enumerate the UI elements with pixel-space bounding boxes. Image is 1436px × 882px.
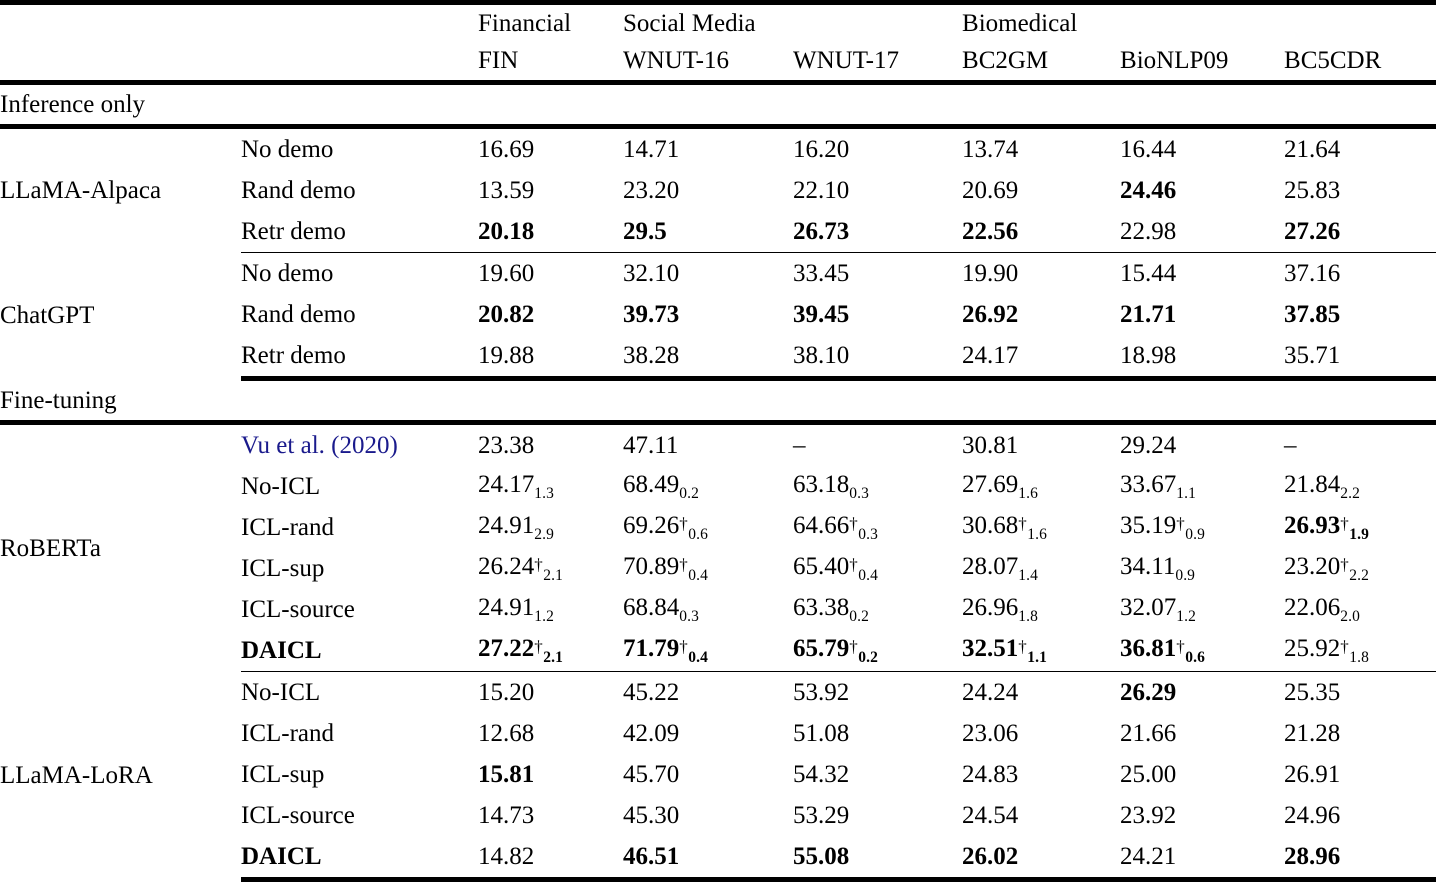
header-dataset-row (0, 41, 1436, 83)
value-text: 38.10 (793, 342, 850, 369)
value-text: 35.71 (1284, 342, 1341, 369)
value-text: 27.26 (1284, 218, 1341, 245)
cell-value (1284, 713, 1436, 754)
value-text: 13.74 (962, 136, 1019, 163)
value-text: 23.06 (962, 720, 1019, 747)
cell-value (1284, 170, 1436, 211)
value-text: 23.38 (478, 432, 535, 459)
value-stddev: 2.2 (1349, 566, 1369, 584)
value-text: 27.22 † $_{2.1}$ (478, 634, 563, 666)
value-text: 35.19 † $_{0.9}$ (1120, 511, 1205, 543)
cell-value (962, 754, 1120, 795)
value-text: $24.91_{2.9}$ (478, 511, 554, 543)
cell-value (623, 127, 793, 171)
value-text: 25.83 (1284, 177, 1341, 204)
value-text: 26.02 (962, 843, 1019, 870)
section-banner-inference-only: Inference only (0, 83, 1436, 127)
value-text: 37.16 (1284, 260, 1341, 287)
value-text: 19.90 (962, 260, 1019, 287)
cell-value (962, 211, 1120, 253)
value-text: 15.81 (478, 761, 535, 788)
value-stddev: 0.4 (688, 566, 708, 584)
cell-value (1120, 170, 1284, 211)
row-method-label: No demo (241, 136, 334, 163)
value-text: 24.21 (1120, 843, 1177, 870)
value-text: 42.09 (623, 720, 680, 747)
header-dataset-bc2gm: BC2GM (962, 41, 1120, 83)
header-dataset-bc5cdr: BC5CDR (1284, 41, 1436, 83)
value-text: 16.69 (478, 136, 535, 163)
cell-value (793, 294, 962, 335)
table-row (0, 253, 1436, 295)
value-text: 26.29 (1120, 679, 1177, 706)
header-dataset-bionlp09: BioNLP09 (1120, 41, 1284, 83)
cell-value (962, 507, 1120, 548)
cell-value (1284, 754, 1436, 795)
value-text: 23.20 † $_{2.2}$ (1284, 552, 1369, 584)
value-text: 30.81 (962, 432, 1019, 459)
row-model-label: LLaMA-LoRA (0, 762, 153, 789)
value-stddev: 0.2 (849, 607, 869, 625)
value-text: 22.10 (793, 177, 850, 204)
value-text: 71.79 † $_{0.4}$ (623, 634, 708, 666)
value-text: 55.08 (793, 843, 850, 870)
value-text: 32.51 † $_{1.1}$ (962, 634, 1047, 666)
cell-value (962, 423, 1120, 467)
cell-value (623, 795, 793, 836)
cell-value (1120, 294, 1284, 335)
cell-value (1120, 836, 1284, 880)
value-text: 14.73 (478, 802, 535, 829)
row-method-label: No-ICL (241, 679, 321, 706)
cell-value (478, 294, 623, 335)
value-text: 45.30 (623, 802, 680, 829)
value-text: 70.89 † $_{0.4}$ (623, 552, 708, 584)
row-method-label (241, 836, 478, 880)
cell-value (1284, 589, 1436, 630)
cell-value (962, 127, 1120, 171)
value-stddev: 1.1 (1176, 484, 1196, 502)
header-group-biomedical: Biomedical (962, 3, 1436, 42)
value-text: 26.93 † $_{1.9}$ (1284, 511, 1369, 543)
header-blank-model-2 (0, 41, 241, 83)
cell-value (793, 170, 962, 211)
value-text: $68.84_{0.3}$ (623, 593, 699, 625)
cell-value (623, 754, 793, 795)
value-text: $26.96_{1.8}$ (962, 593, 1038, 625)
value-text: 69.26 † $_{0.6}$ (623, 511, 708, 543)
cell-value (478, 836, 623, 880)
cell-value (478, 466, 623, 507)
header-group-financial: Financial (478, 3, 623, 42)
row-model-label: ChatGPT (0, 302, 95, 329)
value-stddev: 2.2 (1340, 484, 1360, 502)
cell-value (1120, 589, 1284, 630)
value-text: 65.79 † $_{0.2}$ (793, 634, 878, 666)
value-text: 54.32 (793, 761, 850, 788)
value-text: $32.07_{1.2}$ (1120, 593, 1196, 625)
value-stddev: 2.1 (543, 566, 563, 584)
cell-value (793, 466, 962, 507)
cell-value (1120, 630, 1284, 672)
row-method-label: ICL-sup (241, 761, 325, 788)
cell-value (623, 335, 793, 379)
cell-value (623, 589, 793, 630)
value-text: 13.59 (478, 177, 535, 204)
cell-value (623, 630, 793, 672)
cell-value (962, 466, 1120, 507)
value-text: 24.46 (1120, 177, 1177, 204)
cell-value (623, 507, 793, 548)
cell-value (478, 211, 623, 253)
cell-value (1120, 423, 1284, 467)
row-method-label (241, 423, 478, 467)
value-stddev: 2.9 (534, 525, 554, 543)
value-text: 19.88 (478, 342, 535, 369)
cell-value (793, 127, 962, 171)
value-text: 37.85 (1284, 301, 1341, 328)
row-method-label: ICL-rand (241, 720, 335, 747)
cell-value (478, 507, 623, 548)
results-table-body (0, 3, 1436, 880)
cell-value (962, 630, 1120, 672)
cell-value (962, 836, 1120, 880)
value-text: 45.70 (623, 761, 680, 788)
cell-value (478, 754, 623, 795)
value-stddev: 1.6 (1018, 484, 1038, 502)
value-stddev: 2.1 (543, 648, 563, 666)
cell-value (623, 294, 793, 335)
value-stddev: 1.8 (1349, 648, 1369, 666)
header-dataset-wnut16: WNUT-16 (623, 41, 793, 83)
value-text: 45.22 (623, 679, 680, 706)
cell-value (793, 335, 962, 379)
row-method-label (241, 630, 478, 672)
value-stddev: 1.1 (1027, 648, 1047, 666)
value-text: 53.92 (793, 679, 850, 706)
value-text: 65.40 † $_{0.4}$ (793, 552, 878, 584)
cell-value (793, 630, 962, 672)
value-text: 64.66 † $_{0.3}$ (793, 511, 878, 543)
cell-value (1284, 672, 1436, 714)
value-text: 21.66 (1120, 720, 1177, 747)
cell-value (793, 589, 962, 630)
value-stddev: 0.3 (679, 607, 699, 625)
row-method-label: Retr demo (241, 335, 478, 379)
value-text: $63.38_{0.2}$ (793, 593, 869, 625)
method-name-bold: DAICL (241, 843, 322, 870)
value-stddev: 1.4 (1018, 566, 1038, 584)
value-text: 29.24 (1120, 432, 1177, 459)
value-stddev: 0.9 (1175, 566, 1196, 584)
value-text: 14.71 (623, 136, 680, 163)
value-text: $68.49_{0.2}$ (623, 470, 699, 502)
value-text: – (793, 432, 806, 459)
cell-value (793, 548, 962, 589)
cell-value (478, 589, 623, 630)
value-stddev: 0.3 (858, 525, 878, 543)
cell-value (478, 672, 623, 714)
cell-value (793, 754, 962, 795)
value-text: $28.07_{1.4}$ (962, 552, 1038, 584)
row-method-label: ICL-source (241, 802, 355, 829)
value-text: 19.60 (478, 260, 535, 287)
value-stddev: 1.2 (534, 607, 554, 625)
method-name-bold: DAICL (241, 637, 322, 664)
value-stddev: 0.6 (1185, 648, 1205, 666)
value-text: $21.84_{2.2}$ (1284, 470, 1360, 502)
cell-value (623, 253, 793, 295)
value-text: 39.73 (623, 301, 680, 328)
cell-value (1284, 507, 1436, 548)
cell-value (793, 507, 962, 548)
section-banner-row (0, 83, 1436, 127)
cell-value (1120, 466, 1284, 507)
cell-value (1284, 423, 1436, 467)
value-text: 30.68 † $_{1.6}$ (962, 511, 1047, 543)
row-method-label: Retr demo (241, 211, 478, 253)
row-method-label: ICL-source (241, 596, 355, 623)
table-row (0, 127, 1436, 171)
value-stddev: 1.6 (1027, 525, 1047, 543)
value-text: 26.73 (793, 218, 850, 245)
value-text: 39.45 (793, 301, 850, 328)
value-text: $34.11_{0.9}$ (1120, 552, 1196, 584)
value-stddev: 0.4 (688, 648, 708, 666)
header-group-social-media: Social Media (623, 3, 962, 42)
value-text: 36.81 † $_{0.6}$ (1120, 634, 1205, 666)
value-text: 24.96 (1284, 802, 1341, 829)
cell-value (478, 548, 623, 589)
value-stddev: 1.2 (1176, 607, 1196, 625)
value-text: 23.92 (1120, 802, 1177, 829)
row-method-label: No demo (241, 260, 334, 287)
value-stddev: 1.9 (1349, 525, 1369, 543)
value-text: 16.20 (793, 136, 850, 163)
cell-value (478, 127, 623, 171)
value-stddev: 0.2 (858, 648, 878, 666)
cell-value (962, 713, 1120, 754)
cell-value (1284, 466, 1436, 507)
header-blank-model (0, 3, 241, 42)
value-text: 32.10 (623, 260, 680, 287)
value-text: 22.56 (962, 218, 1019, 245)
value-text: 23.20 (623, 177, 680, 204)
value-text: 28.96 (1284, 843, 1341, 870)
cell-value (793, 713, 962, 754)
value-text: – (1284, 432, 1297, 459)
cell-value (962, 589, 1120, 630)
value-stddev: 0.6 (688, 525, 708, 543)
value-text: 33.45 (793, 260, 850, 287)
value-text: $63.18_{0.3}$ (793, 470, 869, 502)
cell-value (1120, 548, 1284, 589)
value-text: $27.69_{1.6}$ (962, 470, 1038, 502)
cell-value (1120, 795, 1284, 836)
row-method-label: Rand demo (241, 301, 356, 328)
value-text: 26.24 † $_{2.1}$ (478, 552, 563, 584)
value-text: 12.68 (478, 720, 535, 747)
cell-value (1284, 253, 1436, 295)
cell-value (623, 836, 793, 880)
header-blank-method-2 (241, 41, 478, 83)
cell-value (478, 630, 623, 672)
row-method-label: Rand demo (241, 177, 356, 204)
cell-value (1120, 754, 1284, 795)
cell-value (1284, 548, 1436, 589)
value-text: 26.92 (962, 301, 1019, 328)
value-text: 24.54 (962, 802, 1019, 829)
cell-value (623, 672, 793, 714)
cell-value (1120, 713, 1284, 754)
cell-value (623, 713, 793, 754)
section-banner-fine-tuning: Fine-tuning (0, 379, 1436, 423)
value-stddev: 2.0 (1340, 607, 1360, 625)
cell-value (478, 795, 623, 836)
value-text: $24.17_{1.3}$ (478, 470, 554, 502)
value-stddev: 1.3 (534, 484, 554, 502)
cell-value (962, 170, 1120, 211)
value-text: 16.44 (1120, 136, 1177, 163)
value-text: $24.91_{1.2}$ (478, 593, 554, 625)
value-text: 29.5 (623, 218, 667, 245)
cell-value (478, 713, 623, 754)
cell-value (1120, 211, 1284, 253)
table-row (0, 672, 1436, 714)
cell-value (623, 170, 793, 211)
cell-value (478, 423, 623, 467)
value-text: 47.11 (623, 432, 679, 459)
row-method-label: No-ICL (241, 473, 321, 500)
value-text: 24.24 (962, 679, 1019, 706)
cell-value (1284, 335, 1436, 379)
cell-value (478, 335, 623, 379)
cell-value (793, 672, 962, 714)
table-row (0, 423, 1436, 467)
cell-value (962, 253, 1120, 295)
cell-value (793, 253, 962, 295)
value-text: 53.29 (793, 802, 850, 829)
value-text: 22.98 (1120, 218, 1177, 245)
value-text: 46.51 (623, 843, 680, 870)
header-dataset-fin: FIN (478, 41, 623, 83)
value-text: 20.69 (962, 177, 1019, 204)
value-text: 21.71 (1120, 301, 1177, 328)
section-banner-row (0, 379, 1436, 423)
value-stddev: 0.3 (849, 484, 869, 502)
cell-value (1120, 507, 1284, 548)
value-text: $33.67_{1.1}$ (1120, 470, 1196, 502)
cell-value (1120, 127, 1284, 171)
cell-value (962, 294, 1120, 335)
value-stddev: 0.4 (858, 566, 878, 584)
value-text: 14.82 (478, 843, 535, 870)
cell-value (962, 672, 1120, 714)
cell-value (478, 253, 623, 295)
value-text: $22.06_{2.0}$ (1284, 593, 1360, 625)
cell-value (478, 170, 623, 211)
cell-value (1284, 836, 1436, 880)
value-text: 38.28 (623, 342, 680, 369)
cell-value (1120, 672, 1284, 714)
value-text: 20.18 (478, 218, 535, 245)
value-text: 20.82 (478, 301, 535, 328)
cell-value (1120, 335, 1284, 379)
value-text: 24.17 (962, 342, 1019, 369)
value-stddev: 0.9 (1185, 525, 1205, 543)
value-stddev: 0.2 (679, 484, 699, 502)
row-method-label: ICL-rand (241, 514, 335, 541)
citation-link[interactable]: Vu et al. (2020) (241, 432, 398, 459)
value-stddev: 1.8 (1018, 607, 1038, 625)
value-text: 15.44 (1120, 260, 1177, 287)
cell-value (1284, 795, 1436, 836)
row-model-label: RoBERTa (0, 534, 101, 562)
row-model-label: LLaMA-Alpaca (0, 177, 162, 205)
value-text: 25.92 † $_{1.8}$ (1284, 634, 1369, 666)
cell-value (1284, 294, 1436, 335)
cell-value (1120, 253, 1284, 295)
value-text: 21.64 (1284, 136, 1341, 163)
cell-value (793, 795, 962, 836)
value-text: 51.08 (793, 720, 850, 747)
cell-value (623, 548, 793, 589)
cell-value (793, 836, 962, 880)
row-method-label: ICL-sup (241, 555, 325, 582)
cell-value (962, 795, 1120, 836)
cell-value (793, 423, 962, 467)
value-text: 21.28 (1284, 720, 1341, 747)
value-text: 25.00 (1120, 761, 1177, 788)
value-text: 24.83 (962, 761, 1019, 788)
cell-value (962, 335, 1120, 379)
cell-value (793, 211, 962, 253)
value-text: 15.20 (478, 679, 535, 706)
cell-value (623, 423, 793, 467)
header-blank-method (241, 3, 478, 42)
value-text: 26.91 (1284, 761, 1341, 788)
cell-value (1284, 211, 1436, 253)
value-text: 25.35 (1284, 679, 1341, 706)
value-text: 18.98 (1120, 342, 1177, 369)
header-dataset-wnut17: WNUT-17 (793, 41, 962, 83)
header-group-row (0, 3, 1436, 42)
cell-value (1284, 127, 1436, 171)
cell-value (1284, 630, 1436, 672)
cell-value (962, 548, 1120, 589)
cell-value (623, 211, 793, 253)
cell-value (623, 466, 793, 507)
